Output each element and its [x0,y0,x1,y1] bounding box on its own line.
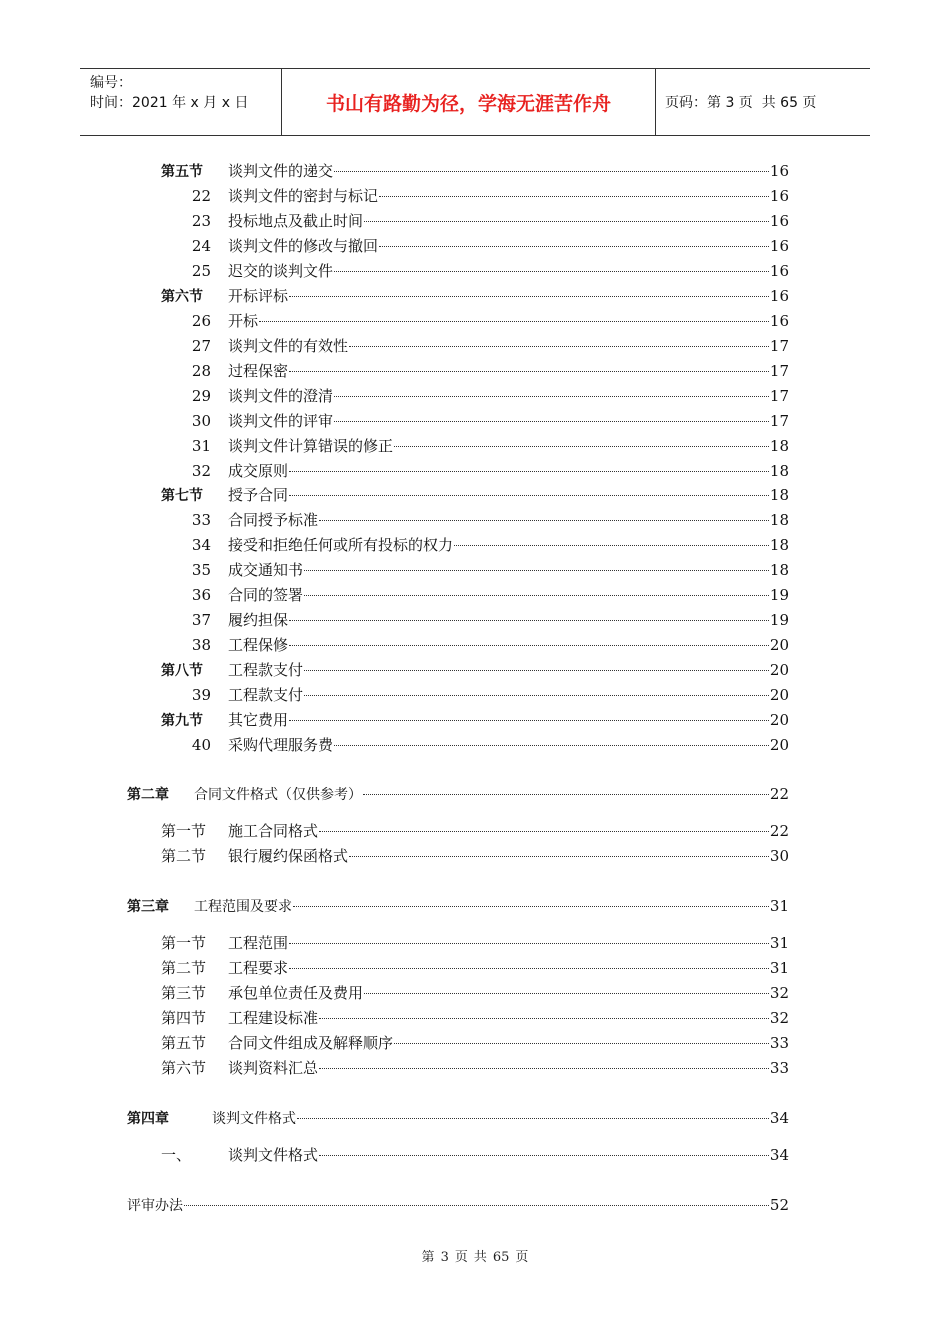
toc-page-number: 18 [769,561,789,579]
dot-leader [394,1043,769,1044]
toc-label: 39 [191,686,211,704]
toc-page-number: 16 [769,212,789,230]
toc-label: 32 [191,462,211,480]
toc-page-number: 31 [769,959,789,977]
toc-page-number: 18 [769,511,789,529]
toc-title: 过程保密 [228,362,289,380]
footer-part: 页 [454,1250,468,1265]
toc-label: 第八节 [161,663,203,679]
toc-page-number: 32 [769,984,789,1002]
footer-part: 65 [492,1250,510,1265]
toc-title: 开标评标 [228,287,289,305]
toc-row[interactable] [161,932,789,954]
toc-label: 第二章 [127,787,169,803]
toc-label: 35 [191,561,211,579]
toc-page-number: 22 [769,785,789,803]
toc-row[interactable] [161,609,789,631]
toc-page-number: 16 [769,312,789,330]
toc-row[interactable] [161,385,789,407]
toc-label: 26 [191,312,211,330]
dot-leader [379,246,769,247]
toc-label: 33 [191,511,211,529]
toc-page-number: 17 [769,387,789,405]
toc-title: 银行履约保函格式 [228,847,349,865]
dot-leader [289,968,769,969]
toc-row[interactable] [127,1107,789,1129]
toc-title: 谈判文件的有效性 [228,337,349,355]
dot-leader [334,421,769,422]
toc-title: 谈判文件的密封与标记 [228,187,379,205]
dot-leader [363,794,769,795]
toc-page-number: 34 [769,1146,789,1164]
toc-row[interactable] [161,584,789,606]
toc-title: 投标地点及截止时间 [228,212,364,230]
dot-leader [394,446,769,447]
toc-title: 承包单位责任及费用 [228,984,364,1002]
dot-leader [334,745,769,746]
toc-label: 第三节 [161,984,207,1002]
toc-label: 第六节 [161,1059,207,1077]
toc-title: 谈判文件格式 [228,1146,319,1164]
toc-title: 合同文件格式（仅供参考） [194,787,362,803]
toc-page-number: 16 [769,162,789,180]
toc-page-number: 18 [769,486,789,504]
toc-row[interactable] [161,659,789,681]
dot-leader [289,645,769,646]
dot-leader [379,196,769,197]
toc-row[interactable] [161,1032,789,1054]
toc-row[interactable] [127,895,789,917]
toc-page-number: 16 [769,262,789,280]
dot-leader [334,271,769,272]
toc-row[interactable] [161,1007,789,1029]
toc-page-number: 17 [769,337,789,355]
toc-title: 成交原则 [228,462,289,480]
toc-row[interactable] [161,534,789,556]
toc-row[interactable] [161,310,789,332]
toc-page-number: 18 [769,462,789,480]
toc-label: 22 [191,187,211,205]
toc-page-number: 30 [769,847,789,865]
toc-label: 第四节 [161,1009,207,1027]
dot-leader [304,670,769,671]
toc-page-number: 17 [769,362,789,380]
toc-title: 工程建设标准 [228,1009,319,1027]
toc-title: 谈判文件的修改与撤回 [228,237,379,255]
toc-row[interactable] [161,335,789,357]
dot-leader [297,1118,769,1119]
toc-row[interactable] [161,734,789,756]
dot-leader [293,906,769,907]
toc-label: 一、 [161,1146,192,1164]
toc-page-number: 20 [769,636,789,654]
dot-leader [289,620,769,621]
dot-leader [184,1205,769,1206]
dot-leader [289,296,769,297]
header-motto: 书山有路勤为径，学海无涯苦作舟 [282,69,656,135]
toc-title: 谈判文件的澄清 [228,387,334,405]
dot-leader [319,831,769,832]
toc-page-number: 17 [769,412,789,430]
toc-row[interactable] [161,845,789,867]
toc-label: 34 [191,536,211,554]
dot-leader [304,595,769,596]
toc-page-number: 16 [769,187,789,205]
toc-title: 合同的签署 [228,586,304,604]
toc-page-number: 31 [769,934,789,952]
toc-label: 38 [191,636,211,654]
toc-row[interactable] [161,820,789,842]
toc-row[interactable] [161,509,789,531]
dot-leader [319,520,769,521]
toc-row[interactable] [161,210,789,232]
toc-title: 工程款支付 [228,661,304,679]
dot-leader [334,396,769,397]
dot-leader [349,346,769,347]
toc-label: 25 [191,262,211,280]
toc-label: 第四章 [127,1111,169,1127]
toc-row[interactable] [161,235,789,257]
toc-title: 迟交的谈判文件 [228,262,334,280]
footer-part: 页 [515,1250,529,1265]
toc-page-number: 20 [769,661,789,679]
toc-title: 接受和拒绝任何或所有投标的权力 [228,536,454,554]
toc-title: 谈判文件格式 [212,1111,296,1127]
dot-leader [334,171,769,172]
dot-leader [454,545,769,546]
toc-page-number: 18 [769,536,789,554]
toc-page-number: 18 [769,437,789,455]
toc-label: 27 [191,337,211,355]
toc-page-number: 33 [769,1034,789,1052]
dot-leader [304,570,769,571]
toc-title: 合同授予标准 [228,511,319,529]
toc-row[interactable] [127,1194,789,1216]
toc-row[interactable] [161,1057,789,1079]
toc-page-number: 34 [769,1109,789,1127]
dot-leader [289,471,769,472]
dot-leader [349,856,769,857]
toc-page-number: 32 [769,1009,789,1027]
dot-leader [304,695,769,696]
toc-page-number: 31 [769,897,789,915]
toc-page-number: 16 [769,287,789,305]
header-page-info-text: 页码：第 3 页 共 65 页 [665,95,817,111]
toc-title: 工程要求 [228,959,289,977]
dot-leader [289,943,769,944]
toc-title: 成交通知书 [228,561,304,579]
toc-title: 合同文件组成及解释顺序 [228,1034,394,1052]
dot-leader [364,221,769,222]
header-time: 时间：2021 年 x 月 x 日 [90,95,249,111]
toc-row[interactable] [161,160,789,182]
toc-title: 谈判文件计算错误的修正 [228,437,394,455]
toc-title: 工程范围 [228,934,289,952]
toc-label: 第一节 [161,934,207,952]
toc-row[interactable] [161,634,789,656]
toc-row[interactable] [161,982,789,1004]
toc-title: 工程保修 [228,636,289,654]
toc-label: 24 [191,237,211,255]
toc-row[interactable] [161,460,789,482]
dot-leader [289,371,769,372]
toc-row[interactable] [161,1144,789,1166]
toc-page-number: 33 [769,1059,789,1077]
toc-label: 第二节 [161,847,207,865]
toc-label: 30 [191,412,211,430]
toc-title: 开标 [228,312,259,330]
footer-part: 3 [440,1250,449,1265]
toc-page-number: 20 [769,711,789,729]
toc-label: 第七节 [161,488,203,504]
toc-label: 36 [191,586,211,604]
toc-row[interactable] [127,783,789,805]
toc-title: 履约担保 [228,611,289,629]
toc-title: 谈判文件的评审 [228,412,334,430]
toc-row[interactable] [161,410,789,432]
toc-title: 评审办法 [127,1198,183,1214]
toc-label: 第五节 [161,164,203,180]
toc-row[interactable] [161,435,789,457]
toc-row[interactable] [161,957,789,979]
toc-page-number: 22 [769,822,789,840]
toc-label: 37 [191,611,211,629]
dot-leader [319,1018,769,1019]
toc-title: 谈判资料汇总 [228,1059,319,1077]
toc-row[interactable] [161,185,789,207]
toc-label: 23 [191,212,211,230]
toc-row[interactable] [161,360,789,382]
footer-part: 第 [421,1250,435,1265]
toc-label: 第六节 [161,289,203,305]
toc-row[interactable] [161,709,789,731]
toc-title: 工程款支付 [228,686,304,704]
dot-leader [319,1155,769,1156]
toc-page-number: 19 [769,611,789,629]
page-footer [0,1246,950,1265]
toc-row[interactable] [161,260,789,282]
dot-leader [319,1068,769,1069]
toc-label: 28 [191,362,211,380]
toc-title: 谈判文件的递交 [228,162,334,180]
toc-title: 授予合同 [228,486,289,504]
toc-label: 29 [191,387,211,405]
toc-row[interactable] [161,559,789,581]
toc-title: 工程范围及要求 [194,899,292,915]
toc-row[interactable] [161,285,789,307]
toc-page-number: 16 [769,237,789,255]
toc-page-number: 20 [769,736,789,754]
toc-page-number: 19 [769,586,789,604]
dot-leader [364,993,769,994]
toc-row[interactable] [161,684,789,706]
toc-title: 其它费用 [228,711,289,729]
toc-page-number: 52 [769,1196,789,1214]
toc-label: 第九节 [161,713,203,729]
dot-leader [289,720,769,721]
dot-leader [289,495,769,496]
toc-row[interactable] [161,484,789,506]
toc-label: 第二节 [161,959,207,977]
toc-page-number: 20 [769,686,789,704]
toc-label: 第三章 [127,899,169,915]
dot-leader [259,321,769,322]
toc-label: 第一节 [161,822,207,840]
toc-label: 31 [191,437,211,455]
toc-title: 施工合同格式 [228,822,319,840]
footer-part: 共 [473,1250,487,1265]
toc-label: 第五节 [161,1034,207,1052]
toc-title: 采购代理服务费 [228,736,334,754]
toc-label: 40 [191,736,211,754]
header-number: 编号： [90,75,132,91]
